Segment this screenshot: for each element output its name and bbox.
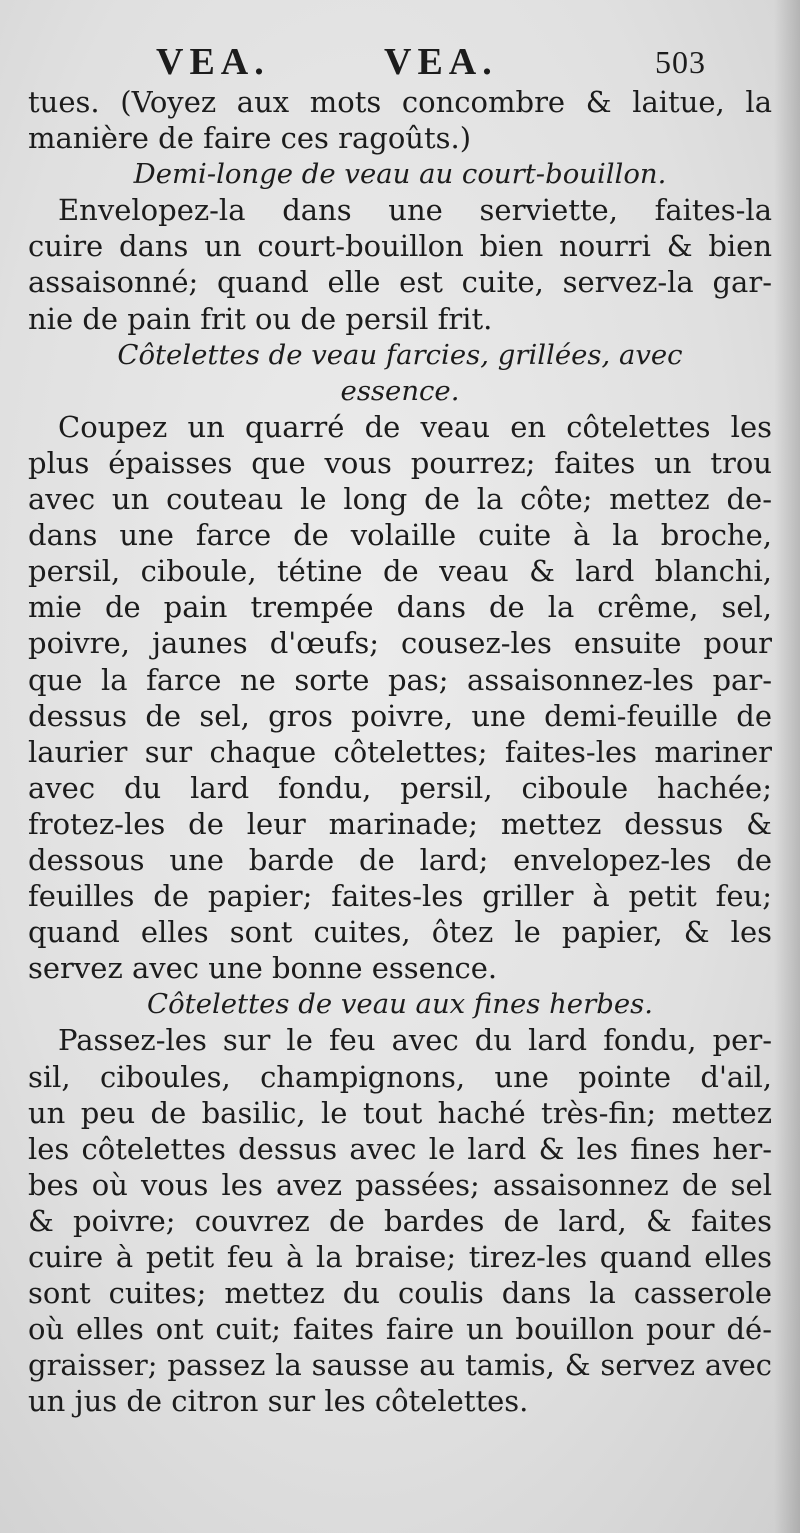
text-line: avec du lard fondu, persil, ciboule hachée; <box>28 770 772 805</box>
text-line: un peu de basilic, le tout haché très-fin; mettez <box>28 1095 772 1130</box>
header-center: VEA. <box>384 41 498 83</box>
text-line: dessus de sel, gros poivre, une demi-feuille de <box>28 698 772 733</box>
section-title: Côtelettes de veau farcies, grillées, avec <box>117 338 683 371</box>
text-line: frotez-les de leur marinade; mettez dessus & <box>28 806 772 841</box>
text-line: feuilles de papier; faites-les griller à petit feu; <box>28 879 772 914</box>
text-line: mie de pain trempée dans de la crême, sel, <box>28 590 772 625</box>
text-line: graisser; passez la sausse au tamis, & servez avec <box>28 1348 772 1383</box>
text-line: quand elles sont cuites, ôtez le papier, & les <box>28 915 772 950</box>
text-line: sil, ciboules, champignons, une pointe d'ail, <box>28 1059 772 1094</box>
text-line: servez avec une bonne essence. <box>28 951 498 986</box>
text-line: avec un couteau le long de la côte; mettez de- <box>28 482 772 517</box>
text-line: cuire à petit feu à la braise; tirez-les quand elles <box>28 1240 772 1274</box>
section-title: Côtelettes de veau aux fines herbes. <box>147 988 653 1021</box>
running-header <box>0 30 800 90</box>
body-text <box>28 84 772 1419</box>
text-line: sont cuites; mettez du coulis dans la casserole <box>28 1276 772 1311</box>
text-line: assaisonné; quand elle est cuite, servez-la gar- <box>28 265 772 300</box>
text-line: plus épaisses que vous pourrez; faites un trou <box>28 445 772 480</box>
text-line: manière de faire ces ragoûts.) <box>28 121 472 156</box>
text-line: laurier sur chaque côtelettes; faites-les mariner <box>28 734 772 769</box>
text-line: où elles ont cuit; faites faire un bouillon pour dé- <box>28 1312 772 1347</box>
text-line: tues. (Voyez aux mots concombre & laitue, la <box>28 85 772 119</box>
section-title: Demi-longe de veau au court-bouillon. <box>133 158 667 191</box>
text-line: & poivre; couvrez de bardes de lard, & faites <box>28 1203 772 1238</box>
section-title-continued: essence. <box>340 374 460 407</box>
text-line: bes où vous les avez passées; assaisonnez de sel <box>28 1167 772 1202</box>
text-line: cuire dans un court-bouillon bien nourri & bien <box>28 229 772 264</box>
text-line: les côtelettes dessus avec le lard & les fines her- <box>28 1131 772 1166</box>
text-line: que la farce ne sorte pas; assaisonnez-les par- <box>28 662 772 697</box>
text-line: Coupez un quarré de veau en côtelettes les <box>58 409 772 444</box>
text-line: nie de pain frit ou de persil frit. <box>28 301 493 336</box>
header-left: VEA. <box>156 41 270 83</box>
text-line: Envelopez-la dans une serviette, faites-la <box>58 193 772 228</box>
text-line: un jus de citron sur les côtelettes. <box>28 1384 529 1419</box>
text-line: dans une farce de volaille cuite à la broche, <box>28 518 772 553</box>
text-line: dessous une barde de lard; envelopez-les de <box>28 842 772 877</box>
text-line: Passez-les sur le feu avec du lard fondu, per- <box>58 1023 772 1058</box>
text-line: persil, ciboule, tétine de veau & lard blanchi, <box>28 554 772 589</box>
page-number: 503 <box>655 44 706 80</box>
text-line: poivre, jaunes d'œufs; cousez-les ensuite pour <box>28 626 772 661</box>
